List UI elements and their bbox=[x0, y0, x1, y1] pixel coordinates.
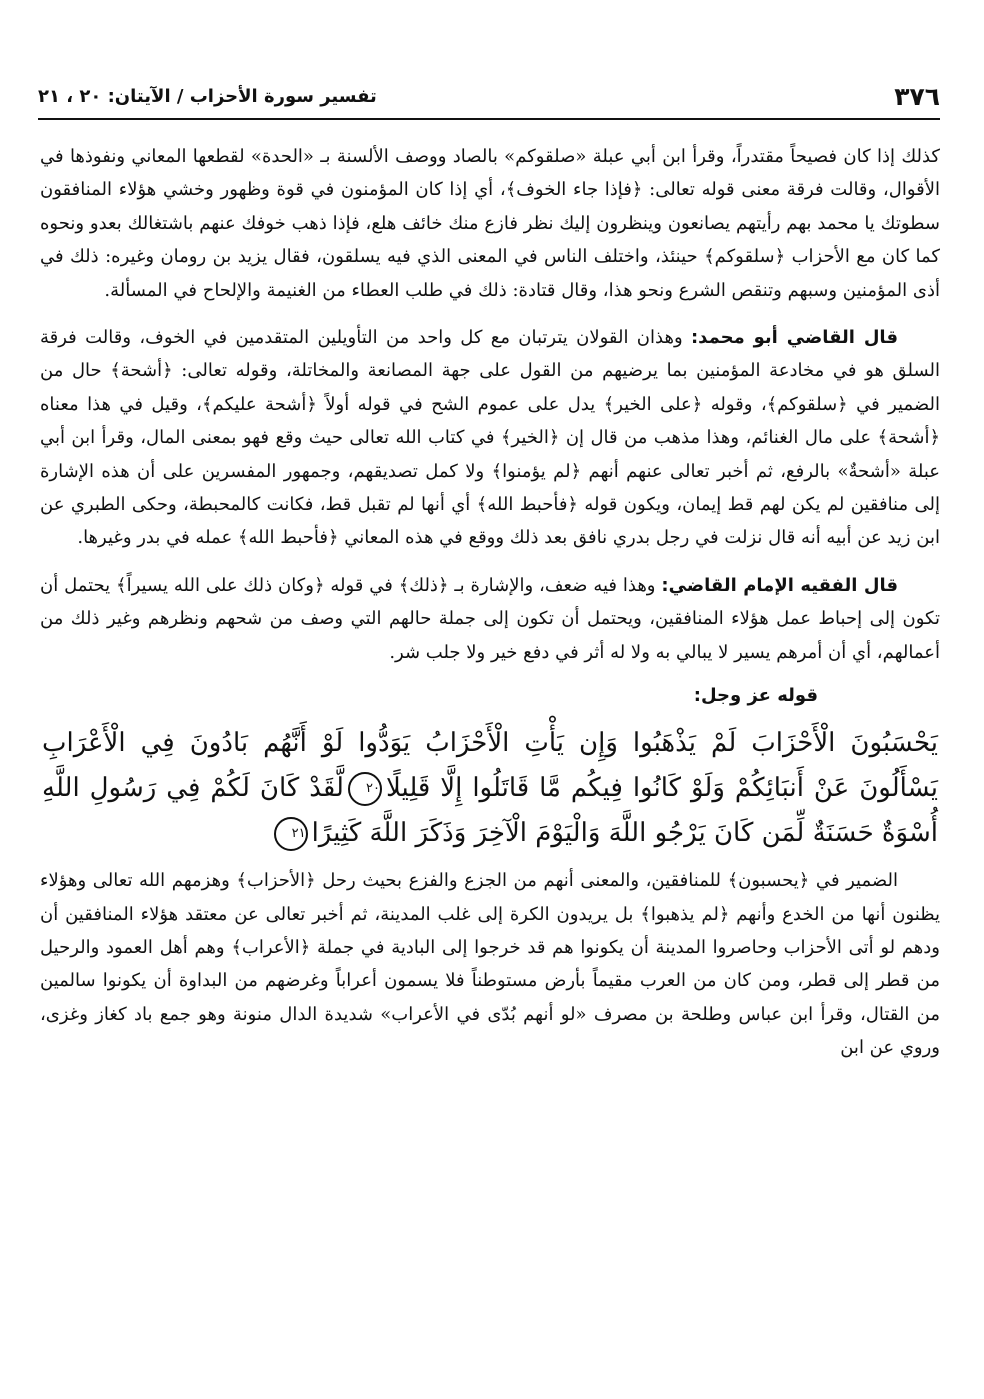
paragraph-3 bbox=[40, 569, 940, 669]
ayah-20-marker: ٢٠ bbox=[348, 772, 382, 806]
quran-verses bbox=[40, 721, 940, 856]
paragraph-2 bbox=[40, 321, 940, 555]
verse-20-text: يَحْسَبُونَ الْأَحْزَابَ لَمْ يَذْهَبُوا وَإِن يَأْتِ الْأَحْزَابُ يَوَدُّوا لَوْ أَنَّهُم بَادُونَ فِي الْأَعْرَابِ يَسْأَلُونَ عَنْ أَنبَائِكُمْ وَلَوْ كَانُوا فِيكُم مَّا قَاتَلُوا إِلَّا قَلِيلًا bbox=[42, 728, 938, 804]
paragraph-1: كذلك إذا كان فصيحاً مقتدراً، وقرأ ابن أبي عبلة «صلقوكم» بالصاد ووصف الألسنة بـ «الحدة» لقطعها المعاني ونفوذها في الأقوال، وقالت فرقة معنى قوله تعالى: ﴿فإذا جاء الخوف﴾، أي إذا كان المؤمنون في قوة وظهور وخشي هؤلاء المنافقون سطوتك يا محمد بهم رأيتهم يصانعون وينظرون إليك نظر فازع منك خائف هلع، فإذا ذهب خوفك عنهم باشتغالك بعدو ونحوه كما كان مع الأحزاب ﴿سلقوكم﴾ حينئذ، واختلف الناس في المعنى الذي فيه يسلقون، فقال يزيد بن رومان وغيره: ذلك في أذى المؤمنين وسبهم وتنقص الشرع ونحو هذا، وقال قتادة: ذلك في طلب العطاء من الغنيمة والإلحاح في المسألة. bbox=[40, 146, 940, 301]
verse-21-text: لَّقَدْ كَانَ لَكُمْ فِي رَسُولِ اللَّهِ أُسْوَةٌ حَسَنَةٌ لِّمَن كَانَ يَرْجُو اللَّهَ وَالْيَوْمَ الْآخِرَ وَذَكَرَ اللَّهَ كَثِيرًا bbox=[42, 773, 938, 849]
paragraph-3-text: وهذا فيه ضعف، والإشارة بـ ﴿ذلك﴾ في قوله ﴿وكان ذلك على الله يسيراً﴾ يحتمل أن تكون إلى إحباط عمل هؤلاء المنافقين، ويحتمل أن تكون إلى جملة حالهم التي وصف من شحهم ونظرهم وغير ذلك من أعمالهم، أي أن أمرهم يسير لا يبالي به ولا له أثر في دفع خير ولا جلب شر. bbox=[40, 574, 940, 663]
ayah-21-marker: ٢١ bbox=[274, 817, 308, 851]
paragraph-2-lead: قال القاضي أبو محمد: bbox=[690, 327, 898, 349]
body-text bbox=[40, 140, 940, 1065]
paragraph-2-text: وهذان القولان يترتبان مع كل واحد من التأويلين المتقدمين في الخوف، وقالت فرقة السلق هو في مخادعة المؤمنين بما يرضيهم من القول على جهة المصانعة والمخاتلة، وقوله تعالى: ﴿أشحة﴾ حال من الضمير في ﴿سلقوكم﴾، وقوله ﴿على الخير﴾ يدل على عموم الشح في قوله أولاً ﴿أشحة عليكم﴾، وقيل في هذا معناه ﴿أشحة﴾ على مال الغنائم، وهذا مذهب من قال إن ﴿الخير﴾ في كتاب الله تعالى حيث وقع فهو بمعنى المال، وقرأ ابن أبي عبلة «أشحةٌ» بالرفع، ثم أخبر تعالى عنهم أنهم ﴿لم يؤمنوا﴾ ولا كمل تصديقهم، وجمهور المفسرين على أن هذه الإشارة إلى منافقين لم يكن لهم قط إيمان، ويكون قوله ﴿فأحبط الله﴾ أي أنها لم تقبل قط، فكانت كالمحبطة، وحكى الطبري عن ابن زيد عن أبيه أنه قال نزلت في رجل بدري نافق بعد ذلك ووقع في هذه المعاني ﴿فأحبط الله﴾ عمله في بدر وغيرها. bbox=[40, 327, 940, 549]
paragraph-3-lead: قال الفقيه الإمام القاضي: bbox=[661, 574, 898, 596]
paragraph-4: الضمير في ﴿يحسبون﴾ للمنافقين، والمعنى أنهم من الجزع والفزع بحيث رحل ﴿الأحزاب﴾ وهزمهم الله تعالى وهؤلاء يظنون أنها من الخدع وأنهم ﴿لم يذهبوا﴾ بل يريدون الكرة إلى غلب المدينة، ثم أخبر تعالى عن معتقد هؤلاء المنافقين أن ودهم لو أتى الأحزاب وحاصروا المدينة أن يكونوا هم قد خرجوا إلى البادية في جملة ﴿الأعراب﴾ وهم أهل العمود والرحيل من قطر إلى قطر، ومن كان من العرب مقيماً بأرض مستوطناً فلا يسمون أعراباً وغرضهم من البداوة أن يكونوا سالمين من القتال، وقرأ ابن عباس وطلحة بن مصرف «لو أنهم بُدّى في الأعراب» شديدة الدال منونة وهو جمع باد كغاز وغزى، وروي عن ابن bbox=[40, 870, 940, 1059]
page-number: ٣٧٦ bbox=[894, 82, 940, 111]
verse-intro: قوله عز وجل: bbox=[693, 685, 818, 707]
page-header bbox=[38, 80, 940, 120]
running-title: تفسير سورة الأحزاب / الآيتان: ٢٠ ، ٢١ bbox=[38, 86, 377, 107]
